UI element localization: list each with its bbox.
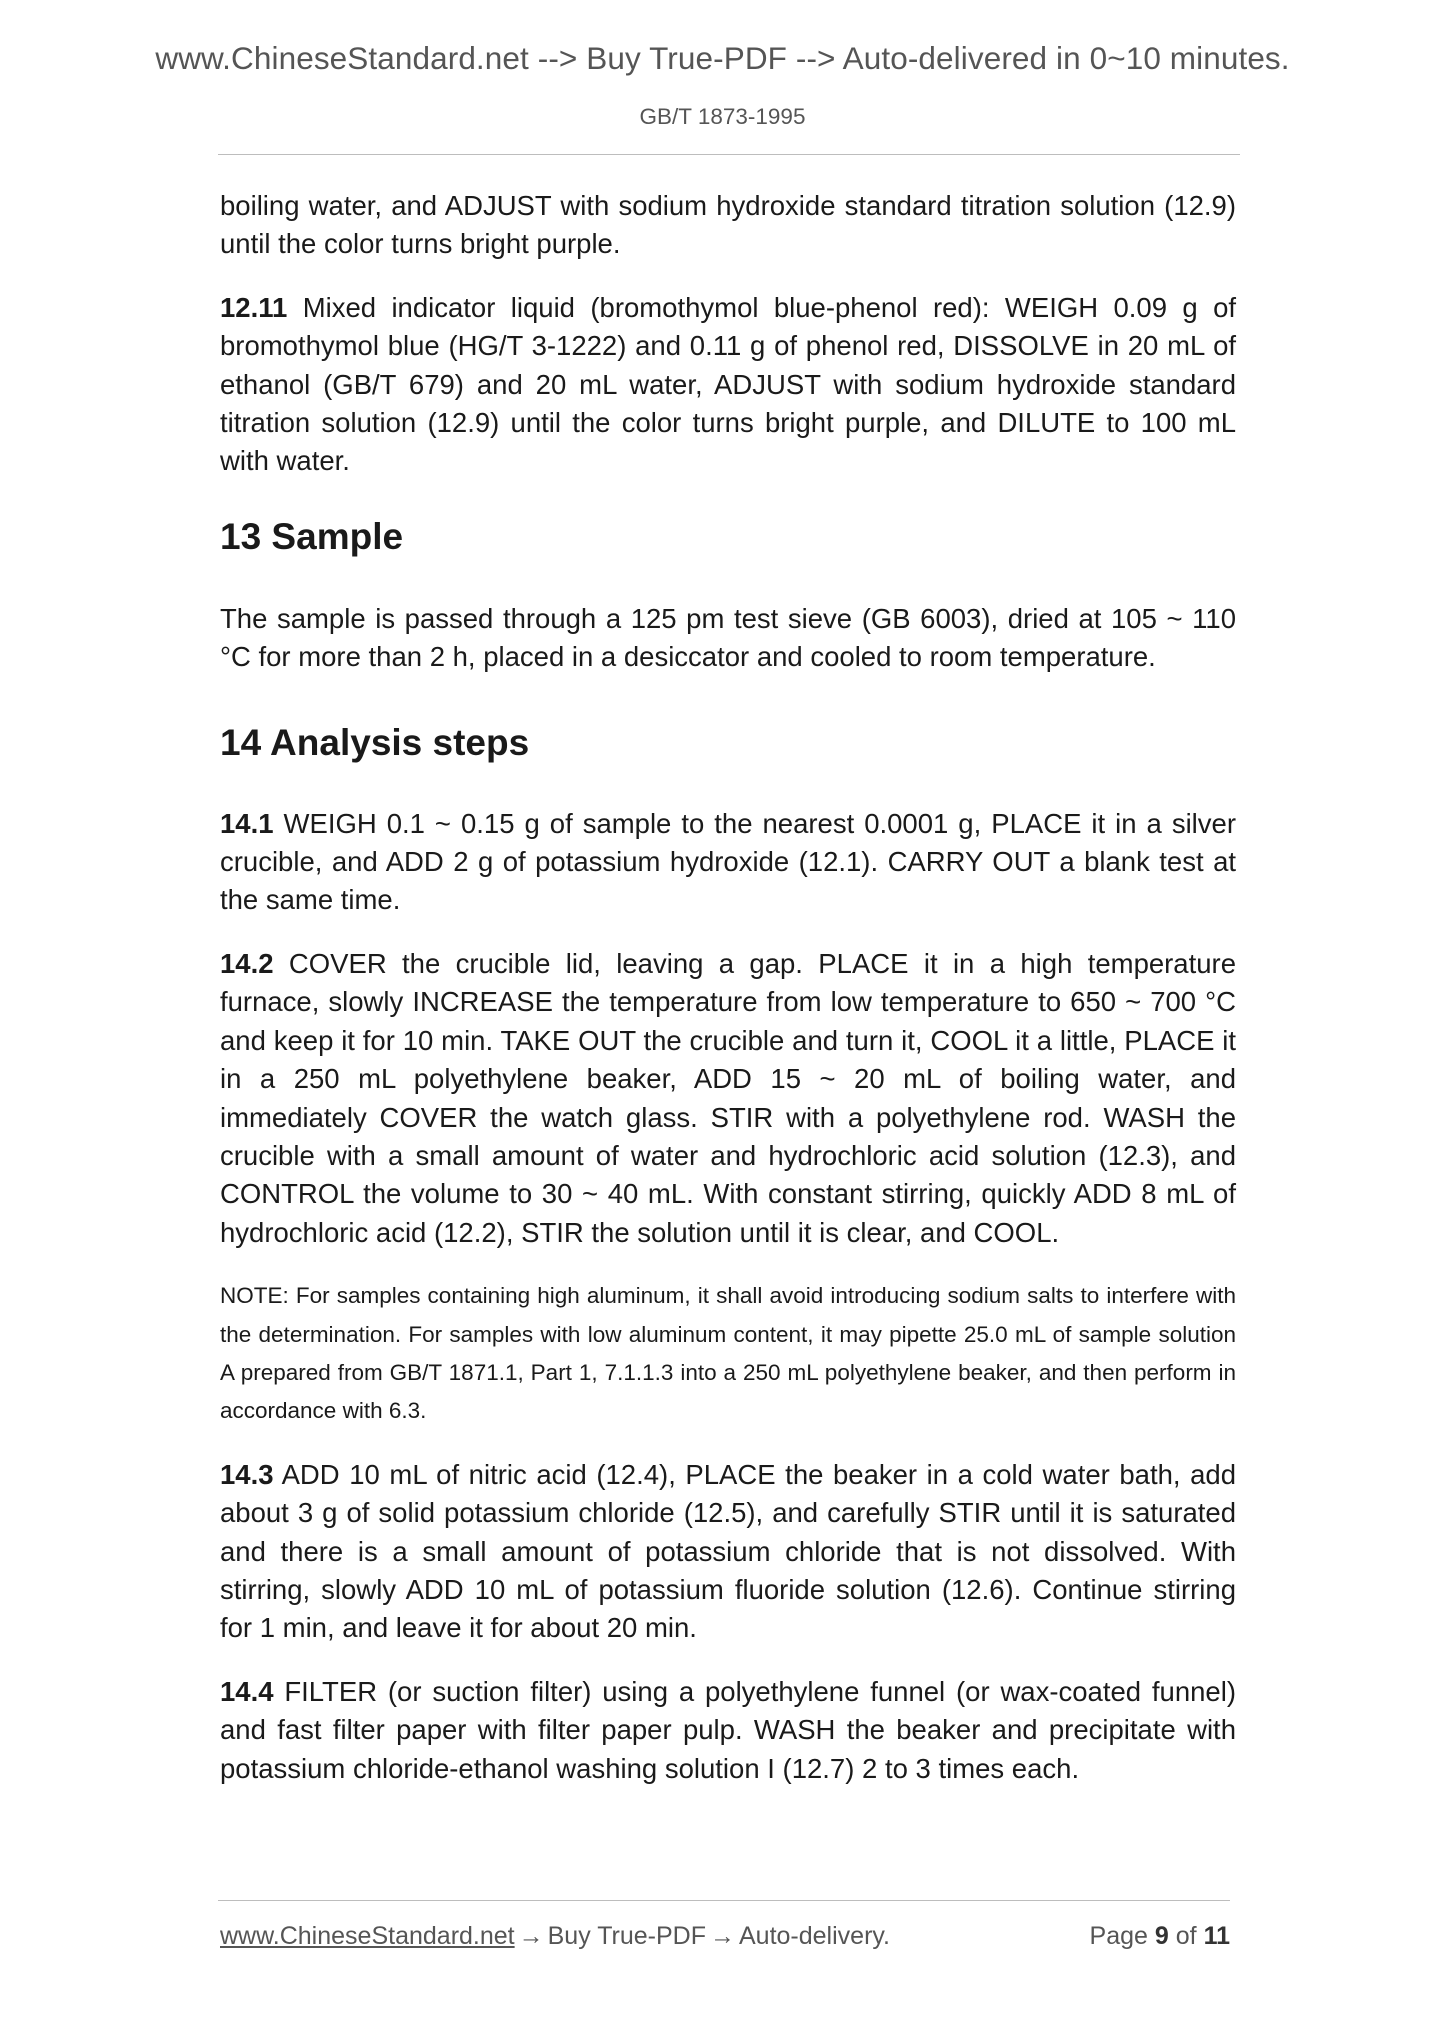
of-label: of xyxy=(1175,1922,1197,1950)
total-pages: 11 xyxy=(1203,1922,1230,1950)
arrow-right-icon: → xyxy=(518,1922,544,1950)
clause-14-4 xyxy=(220,1673,1236,1788)
footer-site-link[interactable]: www.ChineseStandard.net xyxy=(220,1922,515,1950)
clause-number: 14.4 xyxy=(220,1675,274,1707)
section-heading-14: 14 Analysis steps xyxy=(220,721,530,763)
footer-divider xyxy=(218,1900,1230,1901)
clause-number: 14.3 xyxy=(220,1458,274,1490)
note-paragraph: NOTE: For samples containing high aluminum, it shall avoid introducing sodium salts to interfere with the determination. For samples with low aluminum content, it may pipette 25.0 mL of sample solution A prepared from GB/T 1871.1, Part 1, 7.1.1.3 into a 250 mL polyethylene beaker, and then perform in accordance with 6.3. xyxy=(220,1283,1236,1424)
clause-number: 14.2 xyxy=(220,947,274,979)
clause-14-3 xyxy=(220,1456,1236,1648)
clause-number: 14.1 xyxy=(220,807,274,839)
current-page: 9 xyxy=(1154,1922,1169,1950)
clause-text: ADD 10 mL of nitric acid (12.4), PLACE the beaker in a cold water bath, add about 3 g of solid potassium chloride (12.5), and carefully STIR until it is saturated and there is a small amount of potassium chloride that is not dissolved. With stirring, slowly ADD 10 mL of potassium fluoride solution (12.6). Continue stirring for 1 min, and leave it for about 20 min. xyxy=(220,1458,1236,1644)
page-content xyxy=(220,187,1236,1788)
footer-delivery-text: Auto-delivery. xyxy=(739,1922,890,1950)
section-heading-13: 13 Sample xyxy=(220,515,404,557)
footer-promo xyxy=(220,1922,890,1951)
clause-number: 12.11 xyxy=(220,291,288,323)
site-banner: www.ChineseStandard.net --> Buy True-PDF --> Auto-delivered in 0~10 minutes. xyxy=(155,40,1290,76)
clause-text: FILTER (or suction filter) using a polyethylene funnel (or wax-coated funnel) and fast filter paper with filter paper pulp. WASH the beaker and precipitate with potassium chloride-ethanol washing solution I (12.7) 2 to 3 times each. xyxy=(220,1675,1236,1784)
clause-12-11 xyxy=(220,289,1236,481)
page-label: Page xyxy=(1089,1922,1148,1950)
clause-text: Mixed indicator liquid (bromothymol blue-phenol red): WEIGH 0.09 g of bromothymol blue (HG/T 3-1222) and 0.11 g of phenol red, DISSOLVE in 20 mL of ethanol (GB/T 679) and 20 mL water, ADJUST with sodium hydroxide standard titration solution (12.9) until the color turns bright purple, and DILUTE to 100 mL with water. xyxy=(220,291,1236,477)
clause-14-2 xyxy=(220,945,1236,1252)
clause-text: COVER the crucible lid, leaving a gap. PLACE it in a high temperature furnace, slowly INCREASE the temperature from low temperature to 650 ~ 700 °C and keep it for 10 min. TAKE OUT the crucible and turn it, COOL it a little, PLACE it in a 250 mL polyethylene beaker, ADD 15 ~ 20 mL of boiling water, and immediately COVER the watch glass. STIR with a polyethylene rod. WASH the crucible with a small amount of water and hydrochloric acid solution (12.3), and CONTROL the volume to 30 ~ 40 mL. With constant stirring, quickly ADD 8 mL of hydrochloric acid (12.2), STIR the solution until it is clear, and COOL. xyxy=(220,947,1236,1248)
clause-text: WEIGH 0.1 ~ 0.15 g of sample to the nearest 0.0001 g, PLACE it in a silver crucible, and ADD 2 g of potassium hydroxide (12.1). CARRY OUT a blank test at the same time. xyxy=(220,807,1236,916)
arrow-right-icon: → xyxy=(710,1922,735,1950)
document-id: GB/T 1873-1995 xyxy=(639,104,806,129)
page-number xyxy=(1090,1922,1230,1951)
clause-14-1 xyxy=(220,805,1236,920)
sample-paragraph: The sample is passed through a 125 pm test sieve (GB 6003), dried at 105 ~ 110 °C for more than 2 h, placed in a desiccator and cooled to room temperature. xyxy=(220,602,1236,673)
paragraph-continuation: boiling water, and ADJUST with sodium hydroxide standard titration solution (12.9) until the color turns bright purple. xyxy=(220,190,1236,260)
footer-buy-text: Buy True-PDF xyxy=(547,1922,706,1950)
header-divider xyxy=(218,154,1240,155)
